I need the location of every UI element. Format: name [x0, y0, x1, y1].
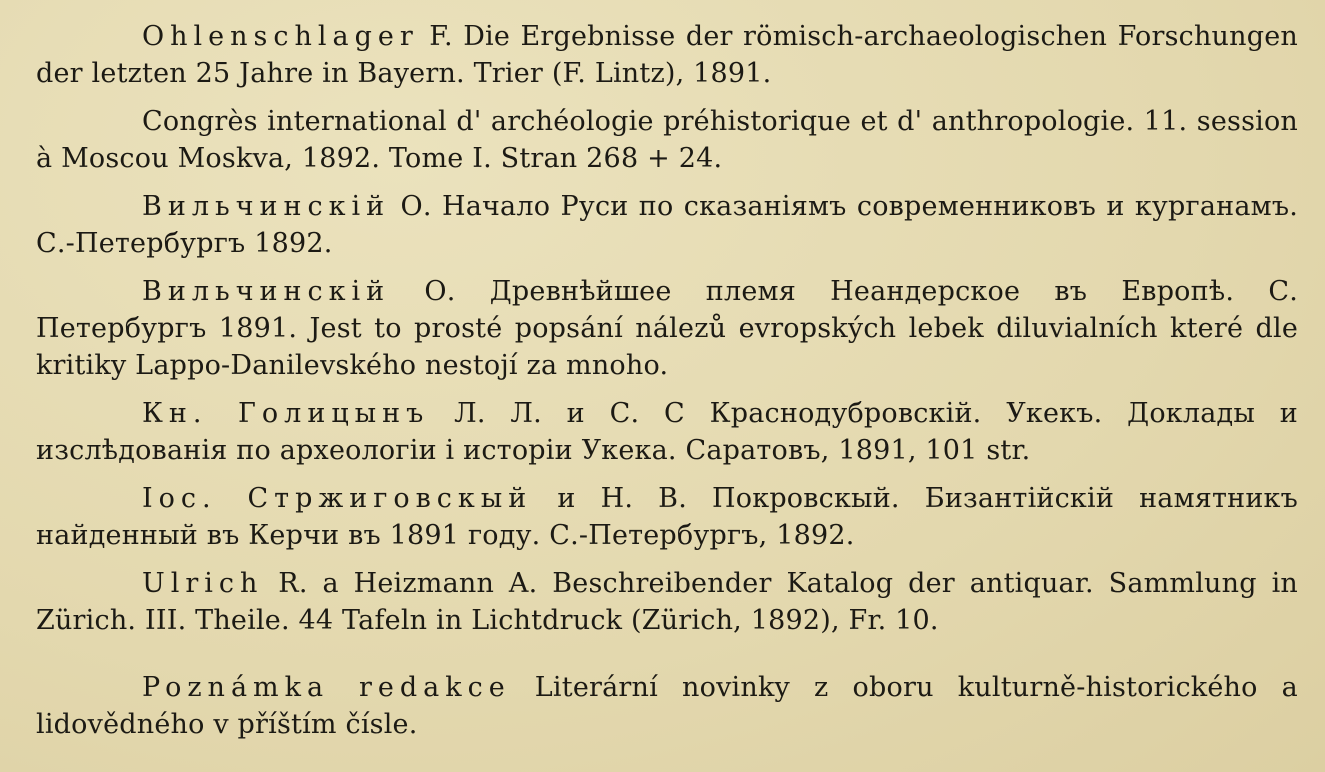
entry-text: и Н. В. Покровскый. Бизантійскій намятникъ найденный въ Керчи въ 1891 году. С.-Петербургъ, 1892.	[36, 483, 1298, 551]
entry-text: Л. Л. и С. С Краснодубровскій. Укекъ. Доклады и изслѣдованія по археологіи і исторіи Укека. Саратовъ, 1891, 101 str.	[36, 398, 1298, 466]
entry-text: О. Начало Руси по сказаніямъ современниковъ и курганамъ. С.-Петербургъ 1892.	[36, 191, 1298, 259]
bibliography-entry-1	[36, 18, 1298, 92]
bibliography-entry-3	[36, 188, 1298, 262]
bibliography-entry-7	[36, 565, 1298, 639]
entry-text: О. Древнѣйшее племя Неандерское въ Европѣ. С. Петербургъ 1891. Jest to prosté popsání nálezů evropských lebek diluvialních které dle kritiky Lappo-Danilevského nestojí za mnoho.	[36, 276, 1298, 381]
bibliography-entry-4	[36, 273, 1298, 384]
entry-text: Congrès international d' archéologie préhistorique et d' anthropologie. 11. session à Moscou Moskva, 1892. Tome I. Stran 268 + 24.	[36, 106, 1298, 174]
note-text: Literární novinky z oboru kulturně-historického a lidovědného v příštím čísle.	[36, 672, 1298, 740]
entry-author: Вильчинскій	[142, 276, 391, 307]
bibliography-entry-6	[36, 480, 1298, 554]
editorial-note	[36, 669, 1298, 743]
entry-author: Ohlenschlager	[142, 21, 419, 52]
entry-text: F. Die Ergebnisse der römisch-archaeologischen Forschungen der letzten 25 Jahre in Bayern. Trier (F. Lintz), 1891.	[36, 21, 1298, 89]
bibliography-entry-5	[36, 395, 1298, 469]
entry-author: Кн. Голицынъ	[142, 398, 430, 429]
entry-author: Вильчинскій	[142, 191, 391, 222]
page-content	[36, 18, 1298, 754]
entry-text: R. a Heizmann A. Beschreibender Katalog der antiquar. Sammlung in Zürich. III. Theile. 44 Tafeln in Lichtdruck (Zürich, 1892), Fr. 10.	[36, 568, 1298, 636]
note-label: Poznámka redakce	[142, 672, 511, 703]
bibliography-entry-2	[36, 103, 1298, 177]
entry-author: Іос. Стржиговскый	[142, 483, 533, 514]
entry-author: Ulrich	[142, 568, 264, 599]
